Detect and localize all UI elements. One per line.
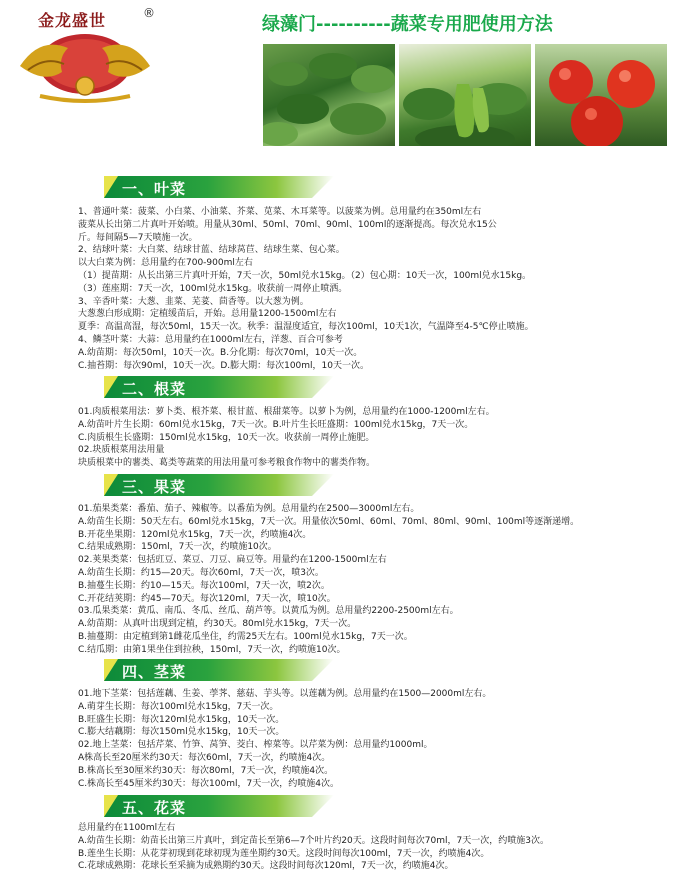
section-body-leafy	[78, 206, 534, 372]
text-line: 2、结球叶菜：大白菜、结球甘蓝、结球莴苣、结球生菜、包心菜。	[78, 245, 345, 256]
section-title: 二、根菜	[122, 380, 187, 398]
text-line: A.幼苗生长期：幼苗长出第三片真叶，到定苗长至第6—7个叶片约20天。这段时间每次70ml，7天一次，约喷施3次。	[78, 835, 549, 846]
text-line: 01.肉质根菜用法：萝卜类、根芥菜、根甘蓝、根甜菜等。以萝卜为例，总用量约在1000-1200ml左右。	[78, 407, 495, 417]
registered-mark: ®	[143, 6, 155, 20]
text-line: （3）莲座期：7天一次，100ml兑水15kg。收获前一周停止喷洒。	[78, 283, 348, 294]
text-line: C.膨大结藕期：每次150ml兑水15kg，10天一次。	[78, 727, 285, 738]
text-line: B.莲坐生长期：从花芽初现到花球初现为莲坐期约30天。这段时间每次100ml，7天一次，约喷施4次。	[78, 848, 490, 859]
text-line: C.花球成熟期：花球长至采摘为成熟期约30天。这段时间每次120ml，7天一次，约喷施4次。	[78, 861, 454, 872]
section-title: 五、花菜	[122, 799, 187, 817]
text-line: 菠菜从长出第二片真叶开始喷。用量从30ml、50ml、70ml、90ml、100ml的逐渐提高。每次兑水15公	[78, 219, 497, 230]
section-title: 四、茎菜	[122, 663, 187, 681]
section-header-leafy	[104, 176, 334, 198]
brand-logo	[10, 6, 160, 106]
page-title: 绿藻门----------蔬菜专用肥使用方法	[262, 14, 553, 35]
text-line: （1）提苗期：从长出第三片真叶开始，7天一次，50ml兑水15kg。（2）包心期：10天一次，100ml兑水15kg。	[78, 270, 532, 281]
text-line: A.幼苗叶片生长期：60ml兑水15kg，7天一次。B.叶片生长旺盛期：100ml兑水15kg，7天一次。	[78, 419, 474, 430]
header	[0, 0, 700, 150]
text-line: B.旺盛生长期：每次120ml兑水15kg，10天一次。	[78, 714, 285, 725]
tomato-image-icon	[535, 44, 667, 146]
text-line: 02.地上茎菜：包括芹菜、竹笋、莴笋、茭白、榨菜等。以芹菜为例：总用量约1000ml。	[78, 740, 433, 751]
leafy-vegetable-photo	[263, 44, 395, 146]
section-body-root	[78, 406, 495, 470]
text-line: A.幼苗生长期：50天左右。60ml兑水15kg，7天一次。用量依次50ml、60ml、70ml、80ml、90ml、100ml等逐渐递增。	[78, 516, 580, 527]
tomato-photo	[535, 44, 667, 146]
text-line: 1、普通叶菜：菠菜、小白菜、小油菜、芥菜、苋菜、木耳菜等。以菠菜为例。总用量约在350ml左右	[78, 207, 482, 217]
text-line: 斤。每间隔5—7天喷施一次。	[78, 232, 198, 243]
text-line: C.结果成熟期：150ml，7天一次，约喷施10次。	[78, 542, 277, 553]
text-line: 01.茄果类菜：番茄、茄子、辣椒等。以番茄为例。总用量约在2500—3000ml左右。	[78, 504, 420, 514]
pepper-image-icon	[399, 44, 531, 146]
section-header-root	[104, 376, 334, 398]
section-body-stem	[78, 688, 491, 790]
text-line: C.结瓜期：由第1果坐住到拉秧，150ml，7天一次，约喷施10次。	[78, 644, 346, 655]
text-line: 大葱葱白形成期：定植缓苗后，开始。总用量1200-1500ml左右	[78, 309, 337, 320]
text-line: 02.块质根菜用法用量	[78, 445, 165, 456]
text-line: 4、鳞茎叶菜：大蒜：总用量约在1000ml左右，洋葱、百合可参考	[78, 334, 343, 345]
text-line: 以大白菜为例：总用量约在700-900ml左右	[78, 258, 253, 269]
text-line: B.株高长至30厘米约30天：每次80ml，7天一次，约喷施4次。	[78, 765, 334, 776]
section-body-fruit	[78, 503, 579, 657]
text-line: C.株高长至45厘米约30天：每次100ml，7天一次，约喷施4次。	[78, 778, 339, 789]
text-line: A.幼苗期：从真叶出现到定植，约30天。80ml兑水15kg，7天一次。	[78, 619, 357, 630]
section-header-fruit	[104, 474, 334, 496]
section-header-flower	[104, 795, 334, 817]
text-line: C.抽苔期：每次90ml，10天一次。D.膨大期：每次100ml，10天一次。	[78, 360, 370, 371]
text-line: 块质根菜中的薯类、葛类等蔬菜的用法用量可参考粮食作物中的薯类作物。	[78, 458, 376, 469]
text-line: 02.荚果类菜：包括豇豆、菜豆、刀豆、扁豆等。用量约在1200-1500ml左右	[78, 555, 387, 566]
leaves-image-icon	[263, 44, 395, 146]
brand-name: 金龙盛世	[38, 11, 107, 30]
text-line: A株高长至20厘米约30天：每次60ml，7天一次，约喷施4次。	[78, 752, 331, 763]
section-title: 三、果菜	[122, 478, 187, 496]
text-line: B.开花坐果期：120ml兑水15kg，7天一次，约喷施4次。	[78, 529, 312, 540]
text-line: 01.地下茎菜：包括莲藕、生姜、荸荠、慈菇、芋头等。以莲藕为例。总用量约在1500—2000ml左右。	[78, 689, 492, 699]
section-header-stem	[104, 659, 334, 681]
pepper-plant-photo	[399, 44, 531, 146]
text-line: 03.瓜果类菜：黄瓜、南瓜、冬瓜、丝瓜、葫芦等。以黄瓜为例。总用量约2200-2500ml左右。	[78, 606, 459, 617]
section-body-flower	[78, 822, 549, 873]
text-line: B.抽蔓生长期：约10—15天。每次100ml，7天一次，喷2次。	[78, 580, 330, 591]
text-line: C.开花结荚期：约45—70天。每次120ml，7天一次，喷10次。	[78, 593, 336, 604]
text-line: B.抽蔓期：由定植到第1雌花瓜坐住，约需25天左右。100ml兑水15kg，7天一次。	[78, 631, 413, 642]
text-line: C.肉质根生长盛期：150ml兑水15kg，10天一次。收获前一周停止施肥。	[78, 432, 375, 443]
text-line: A.幼苗期：每次50ml，10天一次。B.分化期：每次70ml，10天一次。	[78, 347, 363, 358]
text-line: 夏季：高温高湿，每次50ml，15天一次。秋季：温湿度适宜，每次100ml，10天1次，气温降至4-5℃停止喷施。	[78, 322, 534, 333]
text-line: A.萌芽生长期：每次100ml兑水15kg，7天一次。	[78, 701, 279, 712]
text-line: A.幼苗生长期：约15—20天。每次60ml，7天一次，喷3次。	[78, 567, 324, 578]
text-line: 总用量约在1100ml左右	[78, 823, 176, 833]
section-title: 一、叶菜	[122, 180, 187, 198]
text-line: 3、辛香叶菜：大葱、韭菜、芜荽、茴香等。以大葱为例。	[78, 296, 309, 307]
